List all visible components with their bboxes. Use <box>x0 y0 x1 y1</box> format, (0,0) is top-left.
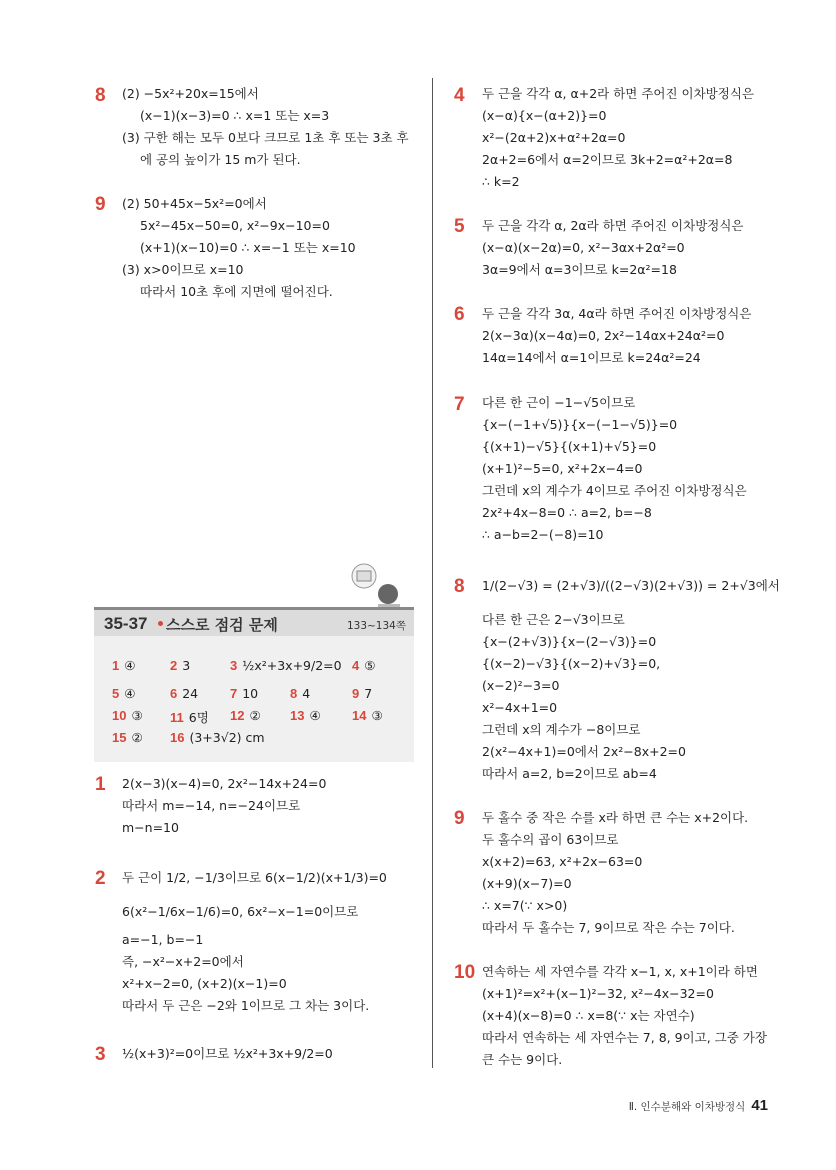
chapter-title: Ⅱ. 인수분해와 이차방정식 <box>628 1101 746 1113</box>
solution-line: ∴ k=2 <box>482 174 520 189</box>
column-divider <box>432 78 433 1068</box>
problem-number: 9 <box>95 194 106 215</box>
solution-line: 2(x−3α)(x−4α)=0, 2x²−14αx+24α²=0 <box>482 328 725 343</box>
solution-line: 즉, −x²−x+2=0에서 <box>122 954 244 969</box>
solution-line: x²−4x+1=0 <box>482 700 558 715</box>
solution-line: 3α=9에서 α=3이므로 k=2α²=18 <box>482 262 677 277</box>
problem-number: 10 <box>454 962 476 983</box>
solution-line: 따라서 연속하는 세 자연수는 7, 8, 9이고, 그중 가장 <box>482 1030 767 1045</box>
answer-item: 7 10 <box>230 686 259 701</box>
solution-line: x²−(2α+2)x+α²+2α=0 <box>482 130 626 145</box>
solution-line: 따라서 두 홀수는 7, 9이므로 작은 수는 7이다. <box>482 920 735 935</box>
problem-number: 8 <box>95 85 106 106</box>
solution-line: 따라서 a=2, b=2이므로 ab=4 <box>482 766 657 781</box>
answer-item: 2 3 <box>170 658 191 673</box>
solution-line: {(x−2)−√3}{(x−2)+√3}=0, <box>482 656 661 671</box>
problem-number: 7 <box>454 394 465 415</box>
answer-item: 10 ③ <box>112 708 143 723</box>
solution-line: 따라서 m=−14, n=−24이므로 <box>122 798 301 813</box>
solution-line: ∴ x=7(∵ x>0) <box>482 898 568 913</box>
solution-line: 두 근을 각각 3α, 4α라 하면 주어진 이차방정식은 <box>482 306 752 321</box>
solution-line: (x+4)(x−8)=0 ∴ x=8(∵ x는 자연수) <box>482 1008 695 1023</box>
answer-item: 16 (3+3√2) cm <box>170 730 265 745</box>
solution-line: 2(x²−4x+1)=0에서 2x²−8x+2=0 <box>482 744 686 759</box>
box-title: 스스로 점검 문제 <box>166 616 278 634</box>
solution-line: (x+1)(x−10)=0 ∴ x=−1 또는 x=10 <box>140 240 356 255</box>
solution-line: x(x+2)=63, x²+2x−63=0 <box>482 854 643 869</box>
answer-item: 5 ④ <box>112 686 136 701</box>
answer-item: 6 24 <box>170 686 199 701</box>
answer-item: 11 6명 <box>170 710 209 725</box>
self-check-answer-box <box>94 607 414 762</box>
solution-line: 에 공의 높이가 15 m가 된다. <box>140 152 301 167</box>
solution-line: (x−α){x−(α+2)}=0 <box>482 108 607 123</box>
box-title-number: 35-37 <box>104 614 148 633</box>
problem-number: 1 <box>95 774 106 795</box>
solution-line: 그런데 x의 계수가 −8이므로 <box>482 722 641 737</box>
solution-line: 5x²−45x−50=0, x²−9x−10=0 <box>140 218 330 233</box>
solution-line: 14α=14에서 α=1이므로 k=24α²=24 <box>482 350 701 365</box>
answer-item: 14 ③ <box>352 708 383 723</box>
solution-line: 2α+2=6에서 α=2이므로 3k+2=α²+2α=8 <box>482 152 733 167</box>
solution-line: a=−1, b=−1 <box>122 932 204 947</box>
solution-line: 다른 한 근이 −1−√5이므로 <box>482 395 636 410</box>
answer-item: 4 ⑤ <box>352 658 376 673</box>
solution-line: {x−(−1+√5)}{x−(−1−√5)}=0 <box>482 417 678 432</box>
solution-line: 두 홀수 중 작은 수를 x라 하면 큰 수는 x+2이다. <box>482 810 749 825</box>
solution-line: (x+9)(x−7)=0 <box>482 876 572 891</box>
solution-line: 두 홀수의 곱이 63이므로 <box>482 832 619 847</box>
solution-line: ∴ a−b=2−(−8)=10 <box>482 527 604 542</box>
solution-line: (3) x>0이므로 x=10 <box>122 262 244 277</box>
solution-line: 두 근을 각각 α, 2α라 하면 주어진 이차방정식은 <box>482 218 744 233</box>
solution-line: (x+1)²=x²+(x−1)²−32, x²−4x−32=0 <box>482 986 714 1001</box>
problem-number: 6 <box>454 304 465 325</box>
problem-number: 3 <box>95 1044 106 1065</box>
page-number: 41 <box>751 1097 768 1114</box>
answer-item: 8 4 <box>290 686 311 701</box>
solution-line: {(x+1)−√5}{(x+1)+√5}=0 <box>482 439 657 454</box>
solution-line: (2) 50+45x−5x²=0에서 <box>122 196 267 211</box>
solution-line: (x−2)²−3=0 <box>482 678 560 693</box>
solution-line: ½(x+3)²=0이므로 ½x²+3x+9/2=0 <box>122 1046 333 1061</box>
solution-line: {x−(2+√3)}{x−(2−√3)}=0 <box>482 634 657 649</box>
answer-item: 12 ② <box>230 708 261 723</box>
solution-line: 다른 한 근은 2−√3이므로 <box>482 612 625 627</box>
box-header <box>94 610 414 636</box>
solution-line: 그런데 x의 계수가 4이므로 주어진 이차방정식은 <box>482 483 747 498</box>
solution-line: 2x²+4x−8=0 ∴ a=2, b=−8 <box>482 505 652 520</box>
solution-line: 큰 수는 9이다. <box>482 1052 563 1067</box>
answer-item: 13 ④ <box>290 708 321 723</box>
solution-line: 1/(2−√3) = (2+√3)/((2−√3)(2+√3)) = 2+√3에서 <box>482 578 780 593</box>
answer-item: 9 7 <box>352 686 373 701</box>
solution-line: 두 근을 각각 α, α+2라 하면 주어진 이차방정식은 <box>482 86 754 101</box>
answer-item: 1 ④ <box>112 658 136 673</box>
answer-item: 3 ½x²+3x+9/2=0 <box>230 658 342 673</box>
solution-line: (x−1)(x−3)=0 ∴ x=1 또는 x=3 <box>140 108 330 123</box>
solution-line: (x+1)²−5=0, x²+2x−4=0 <box>482 461 643 476</box>
answer-item: 15 ② <box>112 730 143 745</box>
bullet-dot-icon <box>158 621 163 626</box>
box-page-range: 133~134쪽 <box>346 620 406 632</box>
solution-line: (x−α)(x−2α)=0, x²−3αx+2α²=0 <box>482 240 685 255</box>
problem-number: 9 <box>454 808 465 829</box>
solution-line: 따라서 10초 후에 지면에 떨어진다. <box>140 284 333 299</box>
solution-line: 따라서 두 근은 −2와 1이므로 그 차는 3이다. <box>122 998 370 1013</box>
problem-number: 2 <box>95 868 106 889</box>
problem-number: 8 <box>454 576 465 597</box>
solution-line: (2) −5x²+20x=15에서 <box>122 86 259 101</box>
solution-line: 연속하는 세 자연수를 각각 x−1, x, x+1이라 하면 <box>482 964 758 979</box>
solution-line: (3) 구한 해는 모두 0보다 크므로 1초 후 또는 3초 후 <box>122 130 409 145</box>
solution-line: x²+x−2=0, (x+2)(x−1)=0 <box>122 976 287 991</box>
solution-line: m−n=10 <box>122 820 179 835</box>
problem-number: 5 <box>454 216 465 237</box>
solution-line: 6(x²−1/6x−1/6)=0, 6x²−x−1=0이므로 <box>122 904 359 919</box>
problem-number: 4 <box>454 85 465 106</box>
solution-line: 2(x−3)(x−4)=0, 2x²−14x+24=0 <box>122 776 327 791</box>
page-footer <box>629 1097 768 1114</box>
solution-line: 두 근이 1/2, −1/3이므로 6(x−1/2)(x+1/3)=0 <box>122 870 387 885</box>
